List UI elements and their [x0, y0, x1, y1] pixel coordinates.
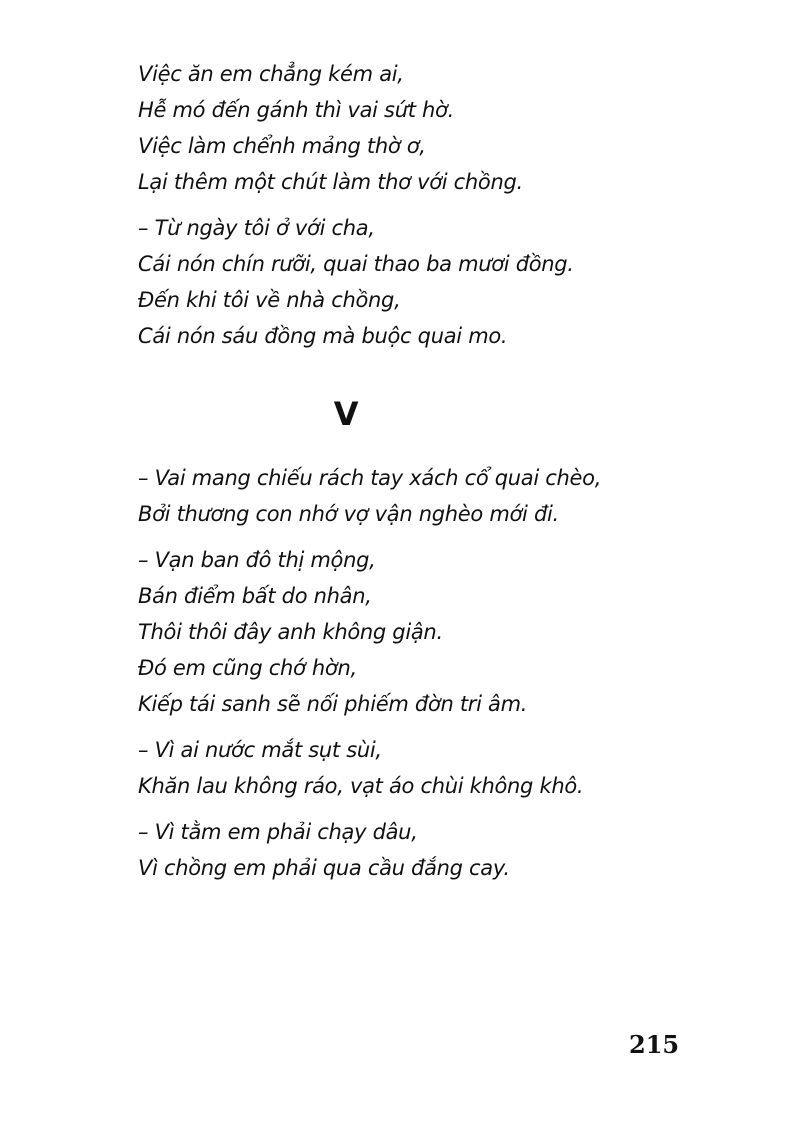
stanza — [138, 460, 698, 532]
stanza — [138, 814, 698, 886]
poem-line: Đó em cũng chớ hờn, — [138, 656, 357, 680]
poem-line: Đến khi tôi về nhà chồng, — [138, 288, 401, 312]
poem-body — [138, 56, 698, 896]
stanza — [138, 210, 698, 354]
stanza — [138, 542, 698, 722]
poem-line: – Từ ngày tôi ở với cha, — [138, 216, 375, 240]
stanza — [138, 732, 698, 804]
poem-line: Việc làm chểnh mảng thờ ơ, — [138, 134, 426, 158]
poem-line: Kiếp tái sanh sẽ nối phiếm đờn tri âm. — [138, 692, 528, 716]
section-heading: V — [333, 395, 359, 433]
poem-line: Bán điểm bất do nhân, — [138, 584, 372, 608]
poem-line: Bởi thương con nhớ vợ vận nghèo mới đi. — [138, 502, 559, 526]
poem-line: – Vì ai nước mắt sụt sùi, — [138, 738, 382, 762]
poem-line: Cái nón sáu đồng mà buộc quai mo. — [138, 324, 508, 348]
poem-line: – Vì tằm em phải chạy dâu, — [138, 820, 418, 844]
poem-line: Cái nón chín rưỡi, quai thao ba mươi đồng. — [138, 252, 574, 276]
poem-line: Khăn lau không ráo, vạt áo chùi không khô. — [138, 774, 584, 798]
poem-line: Việc ăn em chẳng kém ai, — [138, 62, 404, 86]
poem-line: Lại thêm một chút làm thơ với chồng. — [138, 170, 523, 194]
poem-line: Hễ mó đến gánh thì vai sứt hờ. — [138, 98, 454, 122]
poem-line: Thôi thôi đây anh không giận. — [138, 620, 443, 644]
stanza — [138, 56, 698, 200]
poem-line: Vì chồng em phải qua cầu đắng cay. — [138, 856, 510, 880]
poem-line: – Vai mang chiếu rách tay xách cổ quai chèo, — [138, 466, 602, 490]
page-number: 215 — [629, 1030, 680, 1059]
poem-line: – Vạn ban đô thị mộng, — [138, 548, 376, 572]
